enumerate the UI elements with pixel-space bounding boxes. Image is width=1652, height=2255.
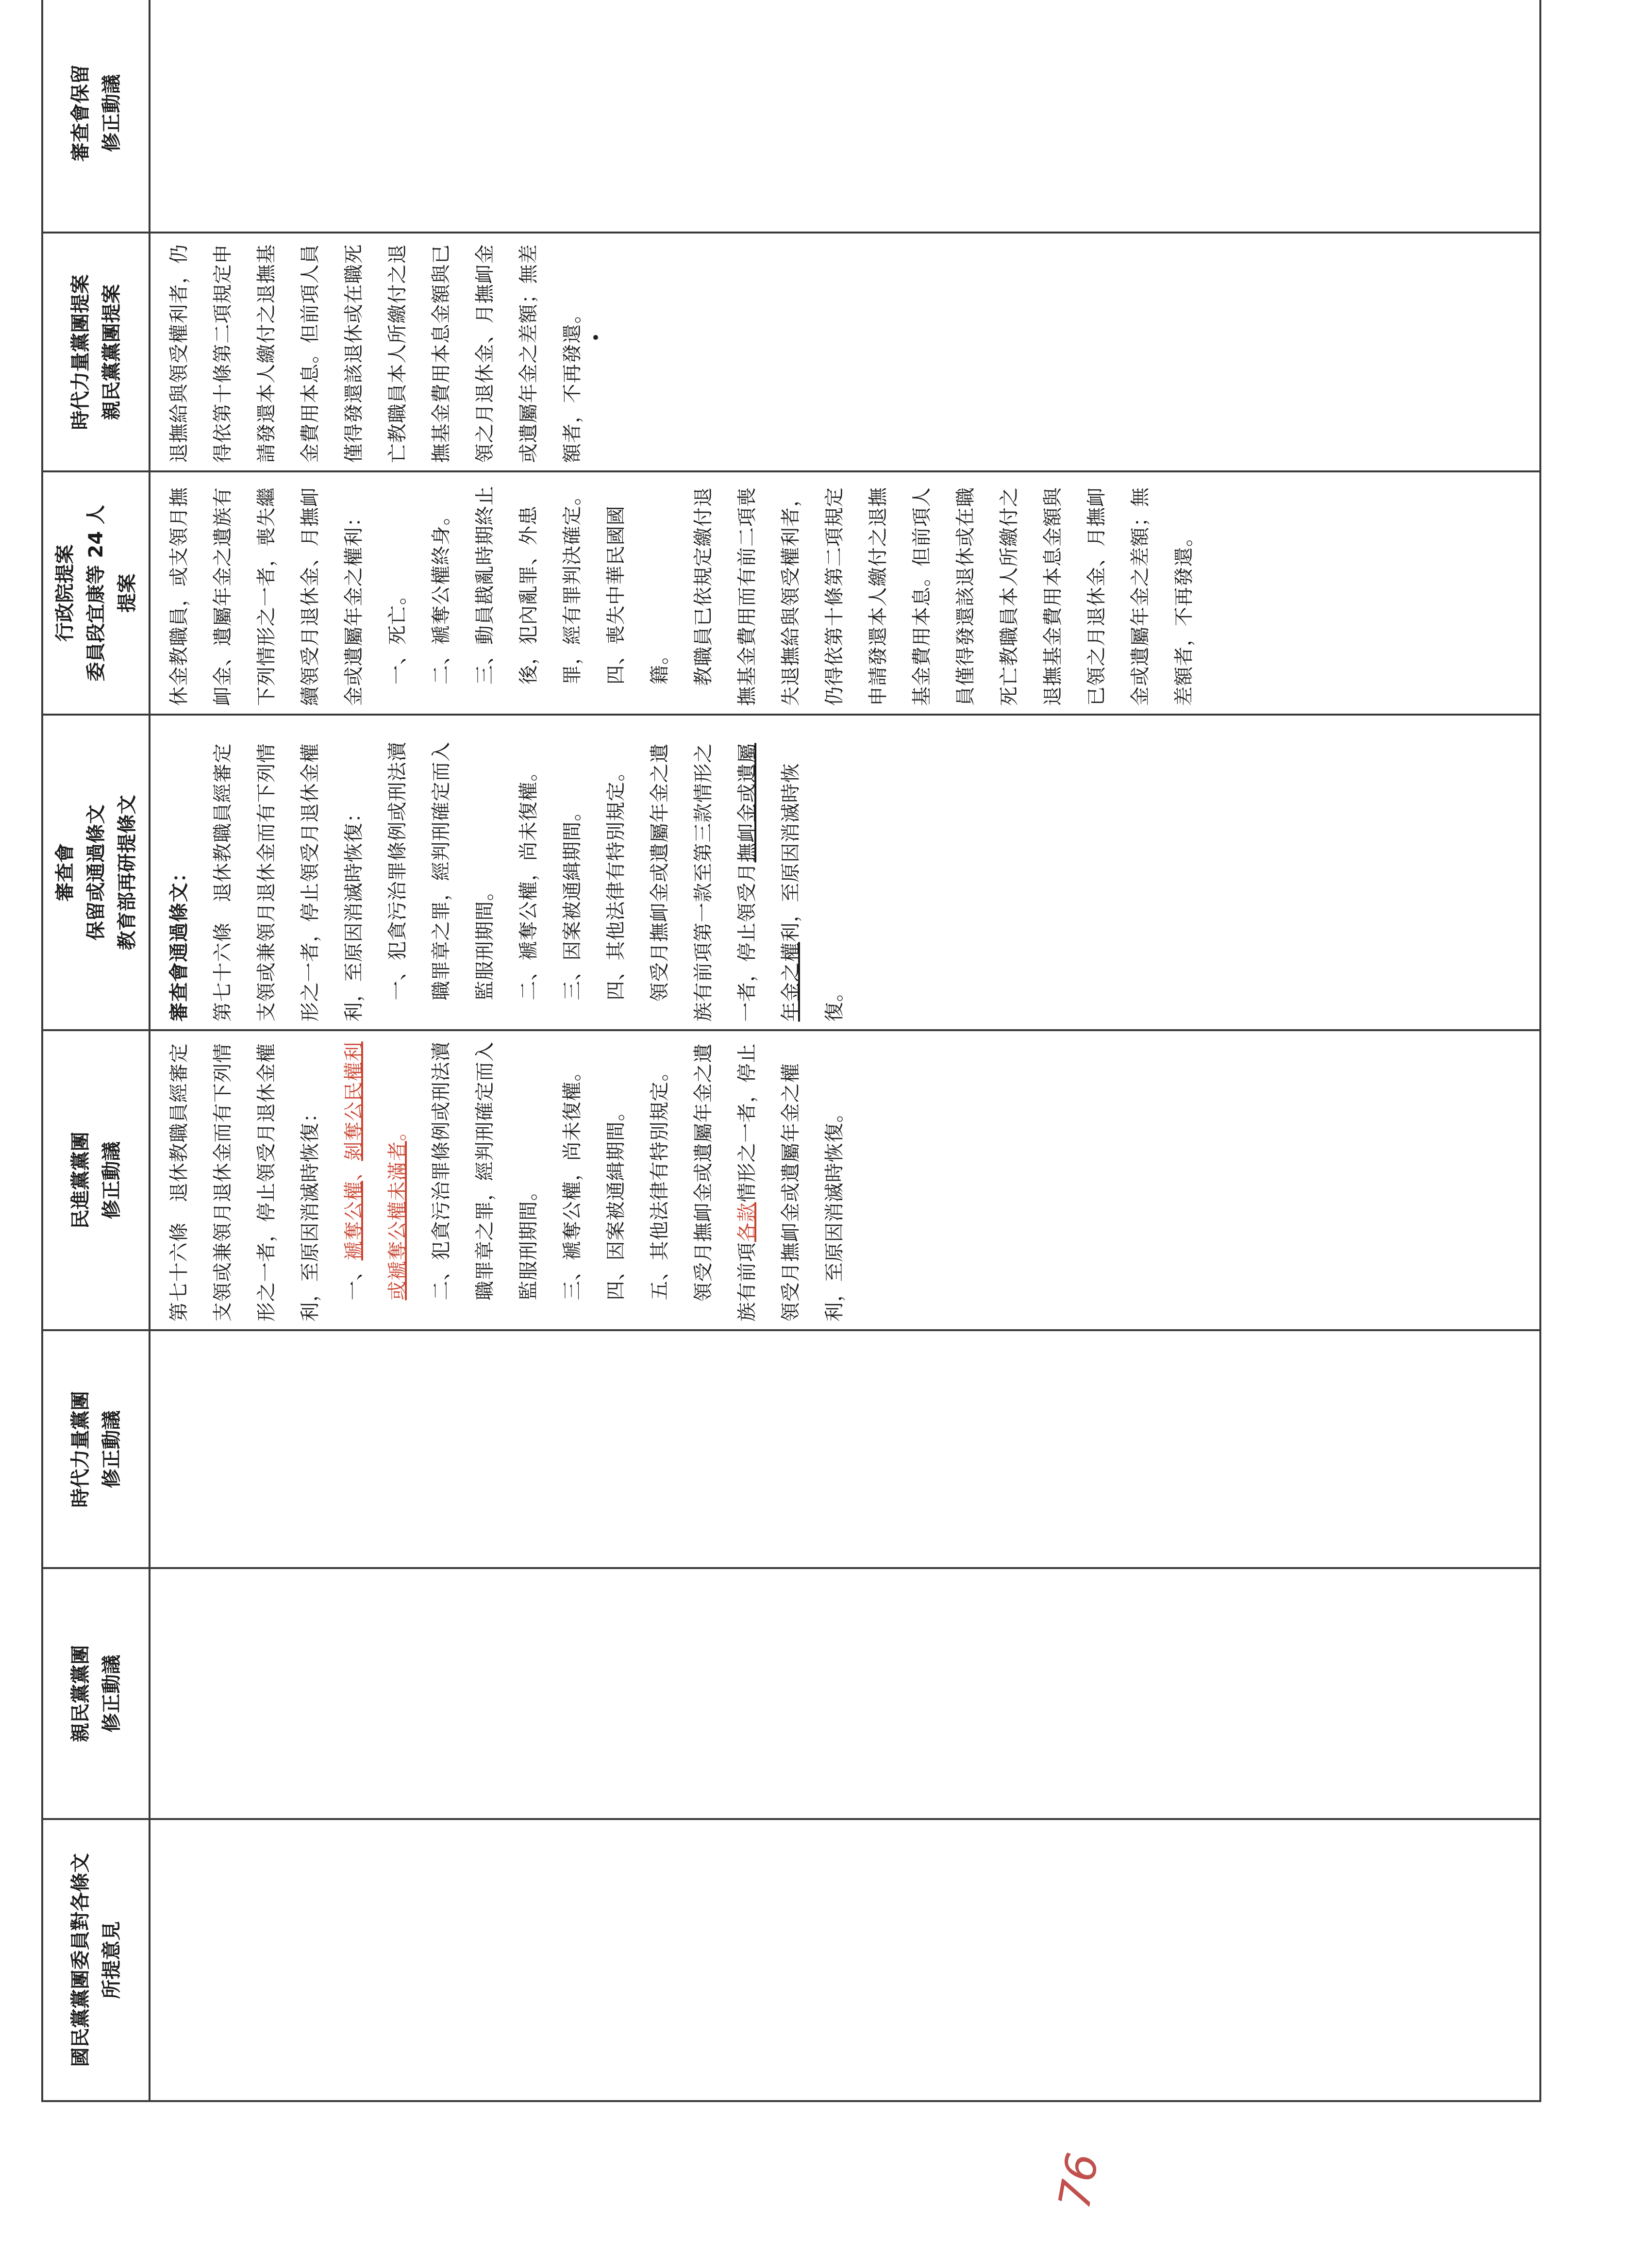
cell-dpp-motion (150, 1030, 1540, 1330)
dpp-item-2: 二、犯貪污治罪條例或刑法瀆職罪章之罪，經判刑確定而入監服刑期間。 (430, 1041, 540, 1301)
committee-item-2: 二、褫奪公權，尚未復權。 (517, 761, 540, 1001)
header-dpp-motion: 民進黨黨團 修正動議 (42, 1030, 150, 1330)
committee-item-3: 三、因案被通緝期間。 (561, 801, 584, 1001)
ey-item-2: 二、褫奪公權終身。 (430, 505, 452, 685)
committee-paragraph-2: 領受月撫卹金或遺屬年金之遺族有前項第一款至第三款情形之一者，停止領受月撫卹金或遺屬年金之權利，至原因消滅時恢復。 (649, 743, 846, 1022)
cell-npp-motion (150, 1330, 1540, 1568)
header-pfp-motion: 親民黨黨團 修正動議 (42, 1568, 150, 1819)
ey-intro: 休金教職員，或支領月撫卹金、遺屬年金之遺族有下列情形之一者，喪失繼續領受月退休金、月撫卹金或遺屬年金之權利： (168, 487, 365, 706)
committee-article-heading: 第七十六條 退休教職員經審定支領或兼領月退休金而有下列情形之一者，停止領受月退休金權利，至原因消滅時恢復： (212, 743, 365, 1022)
npp-pfp-text: 退撫給與領受權利者，仍得依第十條第二項規定申請發還本人繳付之退撫基金費用本息。但前項人員僅得發還該退休或在職死亡教職員本人所繳付之退撫基金費用本息金額與已領之月退休金、月撫卹金或遺屬年金之差額；無差額者，不再發還。 (168, 244, 584, 463)
cell-committee-text (150, 715, 1540, 1030)
dpp-item-1: 一、褫奪公權、剝奪公民權利或褫奪公權未滿者。 (343, 1041, 409, 1301)
header-row (42, 0, 150, 2101)
dpp-item-5: 五、其他法律有特別規定。 (649, 1061, 671, 1301)
ey-item-4: 四、喪失中華民國國籍。 (605, 505, 671, 685)
committee-item-1: 一、犯貪污治罪條例或刑法瀆職罪章之罪，經判刑確定而入監服刑期間。 (386, 741, 496, 1001)
dpp-article-heading: 第七十六條 退休教職員經審定支領或兼領月退休金而有下列情形之一者，停止領受月退休金權利，至原因消滅時恢復： (168, 1043, 321, 1322)
dpp-item-4: 四、因案被通緝期間。 (605, 1101, 627, 1301)
cell-kmt-opinion (150, 1819, 1540, 2101)
header-committee-text: 審查會 保留或通過條文 教育部再研提條文 (42, 715, 150, 1030)
committee-lead: 審查會通過條文： (167, 862, 190, 1022)
dpp-item-3: 三、褫奪公權，尚未復權。 (561, 1061, 584, 1301)
header-kmt-opinion: 國民黨黨團委員對各條文 所提意見 (42, 1819, 150, 2101)
cell-committee-reserved (150, 0, 1540, 233)
header-committee-reserved: 審查會保留 修正動議 (42, 0, 150, 233)
header-npp-pfp-proposal: 時代力量黨團提案 親民黨黨團提案 (42, 233, 150, 471)
dpp-paragraph-2: 領受月撫卹金或遺屬年金之遺族有前項各款情形之一者，停止領受月撫卹金或遺屬年金之權利，至原因消滅時恢復。 (692, 1043, 846, 1322)
ey-paragraph: 教職員已依規定繳付退撫基金費用而有前二項喪失退撫給與領受權利者，仍得依第十條第二項規定申請發還本人繳付之退撫基金費用本息。但前項人員僅得發還該退休或在職死亡教職員本人所繳付之退撫基金費用本息金額與已領之月退休金、月撫卹金或遺屬年金之差額；無差額者，不再發還。 (692, 487, 1195, 706)
handwritten-page-number: 76 (1049, 2149, 1109, 2213)
header-ey-proposal: 行政院提案 委員段宜康等 24 人 提案 (42, 472, 150, 715)
cell-ey-proposal (150, 472, 1540, 715)
cell-npp-pfp-proposal (150, 233, 1540, 471)
rotated-document-page (41, 0, 1541, 2102)
amendment-comparison-table (41, 0, 1541, 2102)
body-row (150, 0, 1540, 2101)
cell-pfp-motion (150, 1568, 1540, 1819)
ey-item-3: 三、動員戡亂時期終止後，犯內亂罪、外患罪，經有罪判決確定。 (474, 485, 584, 685)
ey-item-1: 一、死亡。 (386, 585, 409, 685)
header-npp-motion: 時代力量黨團 修正動議 (42, 1330, 150, 1568)
committee-item-4: 四、其他法律有特別規定。 (605, 761, 627, 1001)
